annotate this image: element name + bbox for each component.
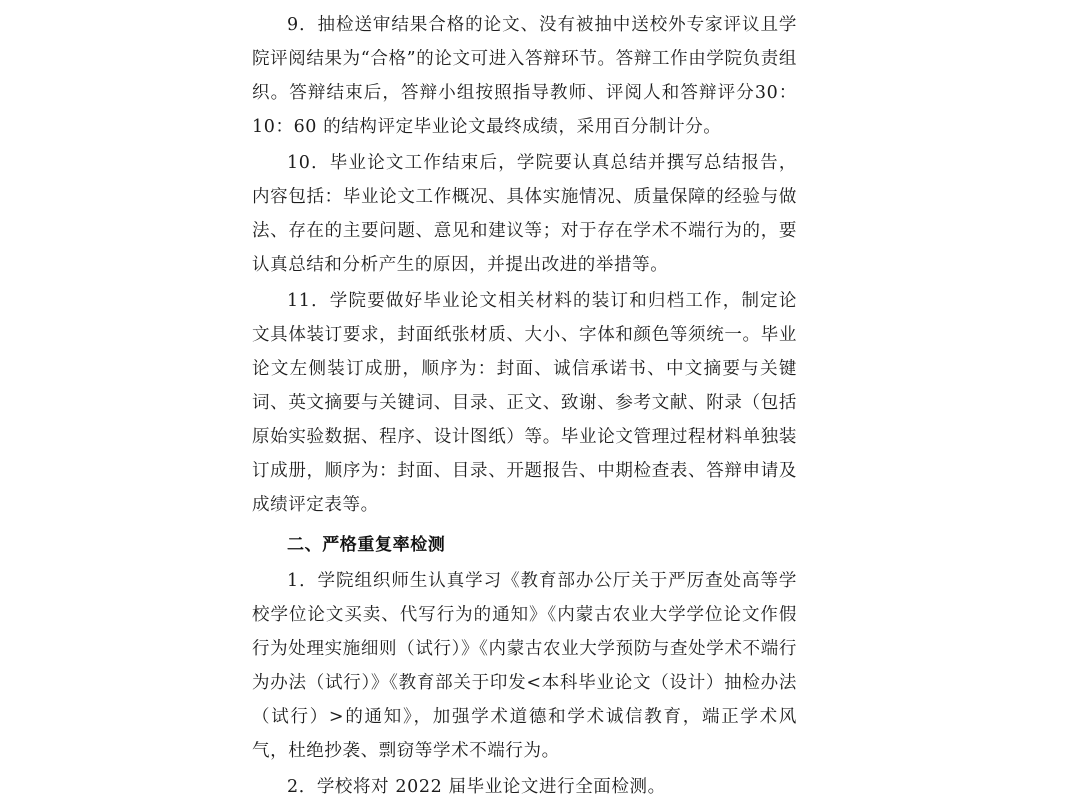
section-heading-two: 二、严格重复率检测 <box>287 535 446 555</box>
paragraph-item-11: 11．学院要做好毕业论文相关材料的装订和归档工作，制定论文具体装订要求，封面纸张材质、大小、字体和颜色等须统一。毕业论文左侧装订成册，顺序为：封面、诚信承诺书、中文摘要与关键词、英文摘要与关键词、目录、正文、致谢、参考文献、附录（包括原始实验数据、程序、设计图纸）等。毕业论文管理过程材料单独装订成册，顺序为：封面、目录、开题报告、中期检查表、答辩申请及成绩评定表等。 <box>252 291 797 515</box>
paragraph-item-10: 10．毕业论文工作结束后，学院要认真总结并撰写总结报告，内容包括：毕业论文工作概况、具体实施情况、质量保障的经验与做法、存在的主要问题、意见和建议等；对于存在学术不端行为的，要认真总结和分析产生的原因，并提出改进的举措等。 <box>252 153 797 275</box>
paragraph-section-two-item-2: 2．学校将对 2022 届毕业论文进行全面检测。 <box>287 777 666 797</box>
paragraph-section-two-item-1: 1．学院组织师生认真学习《教育部办公厅关于严厉查处高等学校学位论文买卖、代写行为的通知》《内蒙古农业大学学位论文作假行为处理实施细则（试行）》《内蒙古农业大学预防与查处学术不端行为办法（试行）》《教育部关于印发<本科毕业论文（设计）抽检办法（试行）>的通知》，加强学术道德和学术诚信教育，端正学术风气，杜绝抄袭、剽窃等学术不端行为。 <box>252 571 797 761</box>
document-body <box>252 8 797 804</box>
paragraph-item-9: 9．抽检送审结果合格的论文、没有被抽中送校外专家评议且学院评阅结果为“合格”的论文可进入答辩环节。答辩工作由学院负责组织。答辩结束后，答辩小组按照指导教师、评阅人和答辩评分30：10：60 的结构评定毕业论文最终成绩，采用百分制计分。 <box>252 15 797 137</box>
